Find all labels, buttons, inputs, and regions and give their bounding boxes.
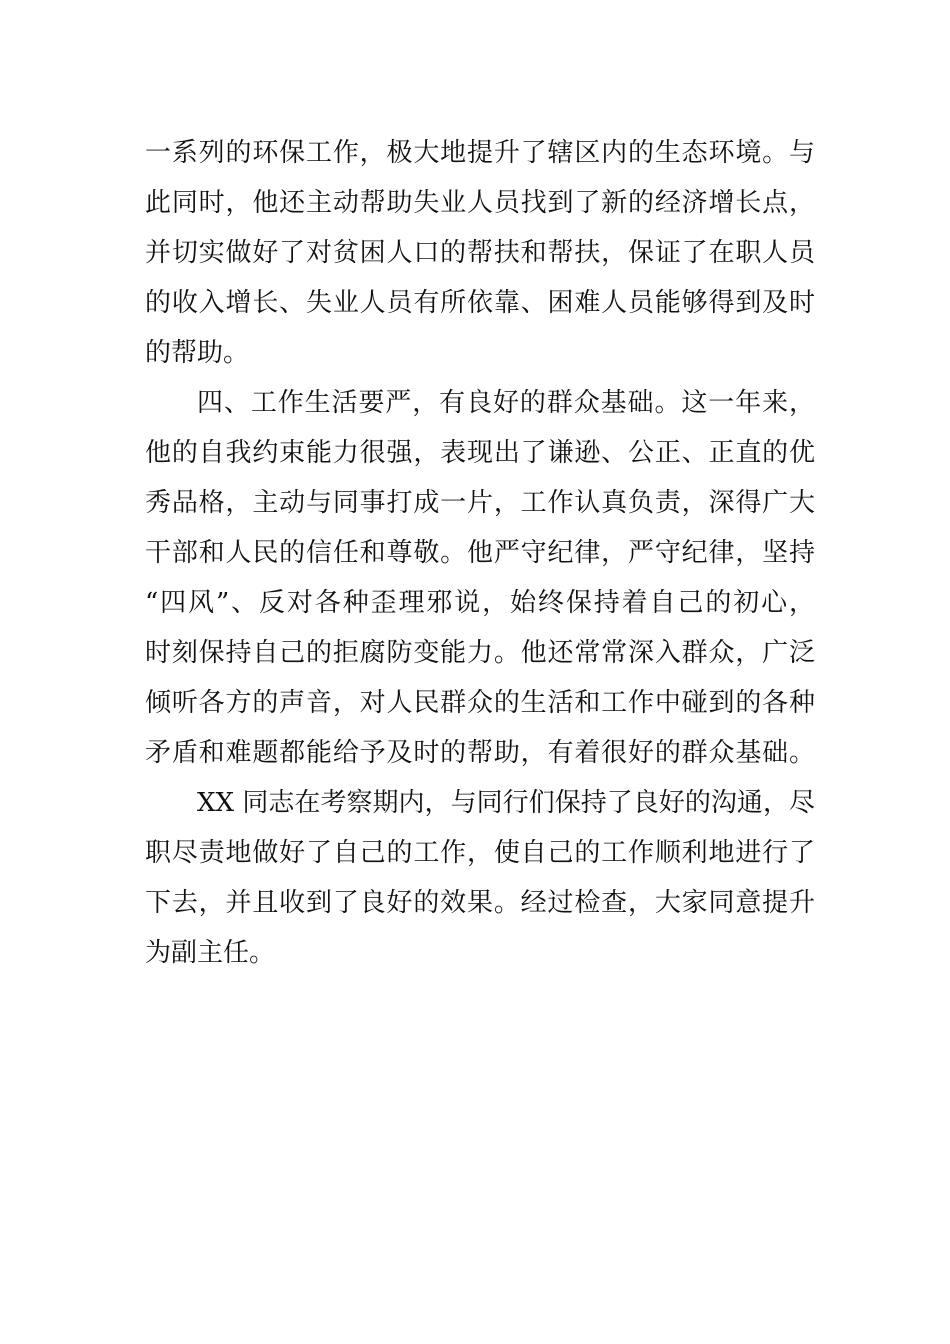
paragraph-start-line: 四、工作生活要严，有良好的群众基础。这一年来， bbox=[197, 388, 815, 418]
text-line: 倾听各方的声音，对人民群众的生活和工作中碰到的各种 bbox=[145, 688, 815, 718]
text-line: 并切实做好了对贫困人口的帮扶和帮扶，保证了在职人员 bbox=[145, 238, 815, 268]
text-line: 一系列的环保工作，极大地提升了辖区内的生态环境。与 bbox=[145, 138, 815, 168]
text-line: 的帮助。 bbox=[145, 338, 250, 368]
text-line: “四风”、反对各种歪理邪说，始终保持着自己的初心， bbox=[145, 588, 815, 618]
paragraph-start-line: XX 同志在考察期内，与同行们保持了良好的沟通，尽 bbox=[197, 788, 815, 818]
text-line: 下去，并且收到了良好的效果。经过检查，大家同意提升 bbox=[145, 888, 815, 918]
text-line: 秀品格，主动与同事打成一片，工作认真负责，深得广大 bbox=[145, 488, 815, 518]
text-line: 时刻保持自己的拒腐防变能力。他还常常深入群众，广泛 bbox=[145, 638, 815, 668]
text-line: 为副主任。 bbox=[145, 938, 276, 968]
text-line: 干部和人民的信任和尊敬。他严守纪律，严守纪律，坚持 bbox=[145, 538, 815, 568]
text-line: 职尽责地做好了自己的工作，使自己的工作顺利地进行了 bbox=[145, 838, 815, 868]
text-line: 的收入增长、失业人员有所依靠、困难人员能够得到及时 bbox=[145, 288, 815, 318]
text-line: 他的自我约束能力很强，表现出了谦逊、公正、正直的优 bbox=[145, 438, 815, 468]
text-line: 矛盾和难题都能给予及时的帮助，有着很好的群众基础。 bbox=[145, 738, 815, 768]
text-line: 此同时，他还主动帮助失业人员找到了新的经济增长点， bbox=[145, 188, 815, 218]
